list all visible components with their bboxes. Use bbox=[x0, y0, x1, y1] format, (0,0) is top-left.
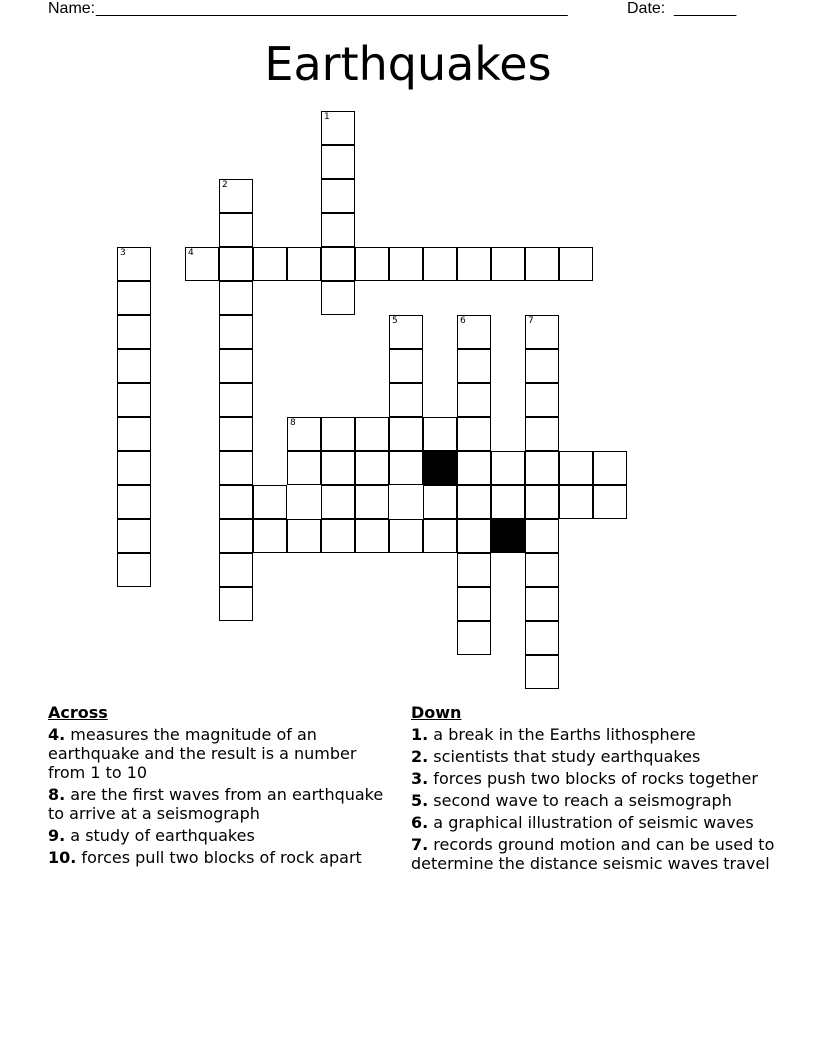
clue-number: 5 bbox=[392, 316, 398, 326]
grid-cell[interactable] bbox=[253, 247, 287, 281]
grid-cell[interactable] bbox=[457, 417, 491, 451]
clue-text: are the first waves from an earthquake to arrive at a seismograph bbox=[48, 785, 384, 823]
grid-cell[interactable] bbox=[457, 587, 491, 621]
across-clue bbox=[48, 826, 398, 845]
grid-cell[interactable] bbox=[525, 553, 559, 587]
grid-cell[interactable] bbox=[321, 179, 355, 213]
grid-cell[interactable] bbox=[219, 587, 253, 621]
grid-cell[interactable] bbox=[321, 247, 355, 281]
down-clue bbox=[411, 747, 776, 766]
name-blank[interactable]: _____________________________________________________ bbox=[96, 0, 568, 17]
clue-number: 1. bbox=[411, 725, 429, 744]
down-clues bbox=[411, 703, 776, 876]
grid-cell[interactable] bbox=[525, 485, 559, 519]
clue-number: 4 bbox=[188, 248, 194, 258]
grid-cell[interactable] bbox=[117, 281, 151, 315]
grid-cell[interactable] bbox=[287, 519, 321, 553]
grid-cell[interactable] bbox=[389, 247, 423, 281]
clue-text: measures the magnitude of an earthquake and the result is a number from 1 to 10 bbox=[48, 725, 357, 782]
grid-cell[interactable] bbox=[355, 519, 389, 553]
down-clue bbox=[411, 835, 776, 873]
clue-number: 6 bbox=[460, 316, 466, 326]
down-heading: Down bbox=[411, 703, 462, 722]
clue-number: 5. bbox=[411, 791, 429, 810]
grid-cell[interactable] bbox=[117, 451, 151, 485]
across-clues bbox=[48, 703, 398, 870]
clue-text: forces pull two blocks of rock apart bbox=[76, 848, 362, 867]
grid-cell[interactable] bbox=[219, 553, 253, 587]
grid-cell[interactable] bbox=[423, 485, 457, 519]
grid-cell[interactable] bbox=[287, 247, 321, 281]
grid-cell[interactable] bbox=[355, 485, 389, 519]
grid-cell[interactable] bbox=[457, 519, 491, 553]
grid-cell[interactable] bbox=[525, 417, 559, 451]
grid-cell[interactable] bbox=[525, 247, 559, 281]
black-cell bbox=[423, 451, 457, 485]
grid-cell[interactable] bbox=[117, 485, 151, 519]
clue-number: 2. bbox=[411, 747, 429, 766]
grid-cell[interactable] bbox=[389, 519, 423, 553]
grid-cell[interactable] bbox=[389, 349, 423, 383]
clue-number: 1 bbox=[324, 112, 330, 122]
grid-cell[interactable] bbox=[321, 519, 355, 553]
grid-cell[interactable] bbox=[287, 417, 321, 451]
grid-cell[interactable] bbox=[219, 247, 253, 281]
across-clue-list bbox=[48, 725, 398, 867]
grid-cell[interactable] bbox=[253, 485, 287, 519]
down-clue-list bbox=[411, 725, 776, 873]
black-cell bbox=[491, 519, 525, 553]
clue-number: 8. bbox=[48, 785, 66, 804]
clue-number: 3 bbox=[120, 248, 126, 258]
grid-cell[interactable] bbox=[423, 519, 457, 553]
grid-cell[interactable] bbox=[525, 315, 559, 349]
grid-cell[interactable] bbox=[117, 247, 151, 281]
grid-cell[interactable] bbox=[321, 281, 355, 315]
grid-cell[interactable] bbox=[117, 315, 151, 349]
grid-cell[interactable] bbox=[321, 417, 355, 451]
down-clue bbox=[411, 791, 776, 810]
grid-cell[interactable] bbox=[219, 213, 253, 247]
clue-text: second wave to reach a seismograph bbox=[428, 791, 732, 810]
grid-cell[interactable] bbox=[525, 451, 559, 485]
grid-cell[interactable] bbox=[457, 349, 491, 383]
grid-cell[interactable] bbox=[593, 451, 627, 485]
grid-cell[interactable] bbox=[219, 417, 253, 451]
grid-cell[interactable] bbox=[389, 451, 423, 485]
clue-number: 2 bbox=[222, 180, 228, 190]
grid-cell[interactable] bbox=[321, 111, 355, 145]
grid-cell[interactable] bbox=[559, 485, 593, 519]
grid-cell[interactable] bbox=[219, 315, 253, 349]
down-clue bbox=[411, 813, 776, 832]
grid-cell[interactable] bbox=[491, 451, 525, 485]
grid-cell[interactable] bbox=[117, 417, 151, 451]
grid-cell[interactable] bbox=[457, 621, 491, 655]
clue-text: scientists that study earthquakes bbox=[428, 747, 701, 766]
clue-number: 9. bbox=[48, 826, 66, 845]
clue-number: 6. bbox=[411, 813, 429, 832]
grid-cell[interactable] bbox=[219, 383, 253, 417]
grid-cell[interactable] bbox=[525, 655, 559, 689]
grid-cell[interactable] bbox=[389, 315, 423, 349]
grid-cell[interactable] bbox=[321, 145, 355, 179]
grid-cell[interactable] bbox=[117, 519, 151, 553]
down-clue bbox=[411, 769, 776, 788]
page-title: Earthquakes bbox=[264, 37, 552, 91]
grid-cell[interactable] bbox=[321, 213, 355, 247]
clue-number: 7 bbox=[528, 316, 534, 326]
grid-cell[interactable] bbox=[559, 451, 593, 485]
grid-cell[interactable] bbox=[185, 247, 219, 281]
grid-cell[interactable] bbox=[389, 383, 423, 417]
clue-text: a study of earthquakes bbox=[65, 826, 255, 845]
clue-text: records ground motion and can be used to determine the distance seismic waves travel bbox=[411, 835, 775, 873]
grid-cell[interactable] bbox=[355, 247, 389, 281]
across-clue bbox=[48, 785, 398, 823]
clue-number: 4. bbox=[48, 725, 66, 744]
grid-cell[interactable] bbox=[219, 281, 253, 315]
grid-cell[interactable] bbox=[423, 247, 457, 281]
grid-cell[interactable] bbox=[457, 451, 491, 485]
grid-cell[interactable] bbox=[117, 349, 151, 383]
clue-number: 10. bbox=[48, 848, 77, 867]
clue-text: a break in the Earths lithosphere bbox=[428, 725, 696, 744]
grid-cell[interactable] bbox=[219, 451, 253, 485]
grid-cell[interactable] bbox=[219, 519, 253, 553]
grid-cell[interactable] bbox=[559, 247, 593, 281]
grid-cell[interactable] bbox=[219, 349, 253, 383]
grid-cell[interactable] bbox=[525, 587, 559, 621]
clue-text: a graphical illustration of seismic waves bbox=[428, 813, 754, 832]
grid-cell[interactable] bbox=[525, 621, 559, 655]
grid-cell[interactable] bbox=[525, 383, 559, 417]
grid-cell[interactable] bbox=[321, 485, 355, 519]
down-clue bbox=[411, 725, 776, 744]
grid-cell[interactable] bbox=[491, 485, 525, 519]
grid-cell[interactable] bbox=[219, 485, 253, 519]
grid-cell[interactable] bbox=[457, 553, 491, 587]
grid-cell[interactable] bbox=[423, 417, 457, 451]
grid-cell[interactable] bbox=[525, 519, 559, 553]
grid-cell[interactable] bbox=[355, 451, 389, 485]
grid-cell[interactable] bbox=[253, 519, 287, 553]
grid-cell[interactable] bbox=[593, 485, 627, 519]
grid-cell[interactable] bbox=[457, 485, 491, 519]
grid-cell[interactable] bbox=[355, 417, 389, 451]
grid-cell[interactable] bbox=[457, 383, 491, 417]
name-label: Name: bbox=[48, 0, 96, 17]
clue-text: forces push two blocks of rocks together bbox=[428, 769, 758, 788]
clue-number: 7. bbox=[411, 835, 429, 854]
grid-cell[interactable] bbox=[321, 451, 355, 485]
across-heading: Across bbox=[48, 703, 108, 722]
grid-cell[interactable] bbox=[117, 383, 151, 417]
grid-cell[interactable] bbox=[457, 247, 491, 281]
across-clue bbox=[48, 725, 398, 782]
date-blank[interactable]: _______ bbox=[674, 0, 737, 17]
grid-cell[interactable] bbox=[457, 315, 491, 349]
grid-cell[interactable] bbox=[287, 451, 321, 485]
clue-number: 8 bbox=[290, 418, 296, 428]
across-clue bbox=[48, 848, 398, 867]
grid-cell[interactable] bbox=[491, 247, 525, 281]
grid-cell[interactable] bbox=[117, 553, 151, 587]
clue-number: 3. bbox=[411, 769, 429, 788]
date-label: Date: bbox=[627, 0, 666, 17]
grid-cell[interactable] bbox=[389, 417, 423, 451]
grid-cell[interactable] bbox=[525, 349, 559, 383]
grid-cell[interactable] bbox=[219, 179, 253, 213]
